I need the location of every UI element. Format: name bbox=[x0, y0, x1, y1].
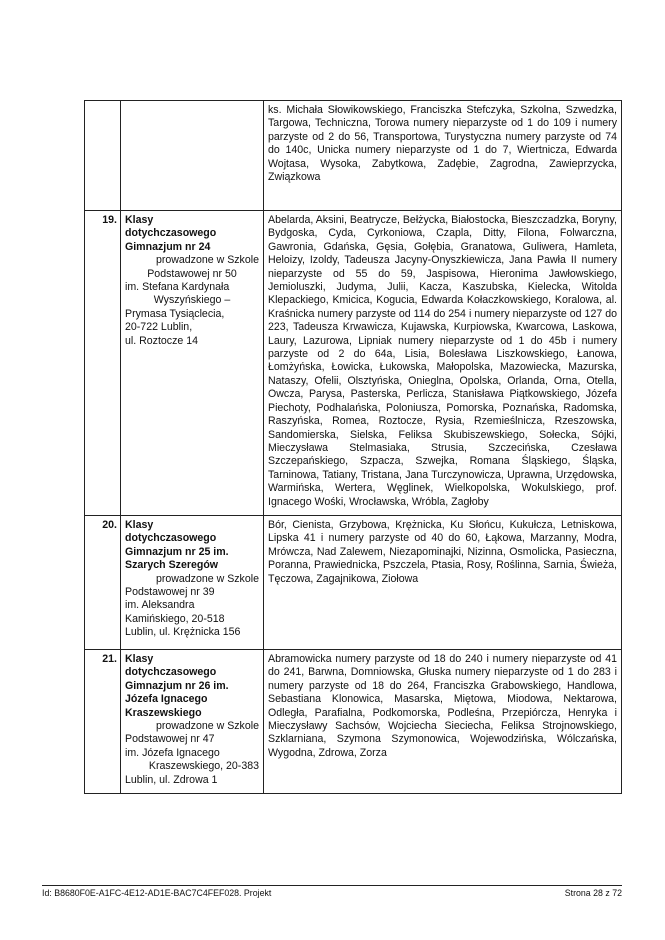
page-number: Strona 28 z 72 bbox=[564, 888, 622, 898]
row-number bbox=[85, 101, 121, 211]
school-title-line: dotychczasowego bbox=[125, 532, 217, 545]
row-number: 19. bbox=[85, 211, 121, 516]
school-detail-line: im. Stefana Kardynała bbox=[125, 281, 230, 294]
school-detail-line: Kraszewskiego, 20-383 bbox=[148, 760, 259, 773]
school-title-line: Klasy bbox=[125, 518, 154, 531]
streets-cell: ks. Michała Słowikowskiego, Franciszka Stefczyka, Szkolna, Szwedzka, Targowa, Techniczna, Torowa numery nieparzyste od 1 do 109 i numery parzyste od 2 do 56, Transportowa, Turystyczna numery parzyste od 74 do 140c, Unicka numery nieparzyste od 1 do 7, Wiertnicza, Edwarda Wojtasa, Wysoka, Zabytkowa, Zadębie, Zagrodna, Zawieprzycka, Związkowa bbox=[264, 101, 622, 211]
table-row bbox=[85, 649, 622, 793]
school-detail-line: prowadzone w Szkole bbox=[155, 719, 259, 732]
school-title-line: Szarych Szeregów bbox=[125, 559, 219, 572]
footer-divider bbox=[42, 885, 622, 886]
school-cell bbox=[121, 211, 264, 516]
school-detail-line: prowadzone w Szkole bbox=[155, 254, 259, 267]
school-detail-line: Wyszyńskiego – bbox=[153, 294, 231, 307]
row-number: 20. bbox=[85, 515, 121, 649]
school-cell bbox=[121, 649, 264, 793]
school-title-line: Gimnazjum nr 26 im. bbox=[125, 679, 229, 692]
school-title-line: Kraszewskiego bbox=[125, 706, 202, 719]
streets-cell: Bór, Cienista, Grzybowa, Krężnicka, Ku Słońcu, Kukułcza, Letniskowa, Lipska 41 i numery parzyste od 40 do 60, Łąkowa, Marzanny, Modra, Mrówcza, Nad Zalewem, Niezapominajki, Nizinna, Osmolicka, Pasieczna, Poranna, Prawiednicka, Pszczela, Ptasia, Rosy, Roślinna, Sarnia, Świeża, Tęczowa, Zagajnikowa, Ziołowa bbox=[264, 515, 622, 649]
school-detail-line: prowadzone w Szkole bbox=[155, 572, 259, 585]
table-row bbox=[85, 211, 622, 516]
school-detail-line: Podstawowej nr 39 bbox=[125, 585, 215, 598]
school-detail-line: Lublin, ul. Krężnicka 156 bbox=[125, 626, 241, 639]
document-id: Id: B8680F0E-A1FC-4E12-AD1E-BAC7C4FEF028. Projekt bbox=[42, 888, 272, 898]
streets-cell: Abramowicka numery parzyste od 18 do 240 i numery nieparzyste od 41 do 241, Barwna, Domniowska, Głuska numery nieparzyste od 1 do 283 i numery parzyste od 18 do 264, Franciszka Grabowskiego, Handlowa, Sebastiana Klonowica, Masarska, Miętowa, Miodowa, Nektarowa, Odległa, Parafialna, Podkomorska, Podleśna, Przepiórcza, Henryka i Mieczysławy Sachsów, Wojciecha Sieciecha, Feliksa Strojnowskiego, Szklarniana, Szymona Szymonowica, Wojewodzińska, Wólczańska, Wygodna, Zdrowa, Zorza bbox=[264, 649, 622, 793]
school-detail-line: Podstawowej nr 50 bbox=[147, 267, 237, 280]
school-title-line: Klasy bbox=[125, 214, 154, 226]
row-number: 21. bbox=[85, 649, 121, 793]
school-detail-line: im. Aleksandra bbox=[125, 599, 195, 612]
school-title-line: dotychczasowego bbox=[125, 666, 217, 679]
school-title-line: Klasy bbox=[125, 652, 154, 665]
school-cell bbox=[121, 515, 264, 649]
school-title-line: Józefa Ignacego bbox=[125, 693, 208, 706]
table-row bbox=[85, 101, 622, 211]
school-title-line: dotychczasowego bbox=[125, 227, 217, 240]
school-title-line: Gimnazjum nr 25 im. bbox=[125, 545, 229, 558]
school-cell bbox=[121, 101, 264, 211]
school-detail-line: Podstawowej nr 47 bbox=[125, 733, 215, 746]
streets-cell: Abelarda, Aksini, Beatrycze, Bełżycka, Białostocka, Bieszczadzka, Boryny, Bydgoska, Cyda, Cyrkoniowa, Czapla, Ditty, Filona, Folwarczna, Gawronia, Gdańska, Gęsia, Gołębia, Granatowa, Guliwera, Hamleta, Heloizy, Izoldy, Tadeusza Jacyny-Onyszkiewicza, Jana Pawła II numery nieparzyste od 55 do 59, Jaspisowa, Hieronima Jawłowskiego, Jemioluszki, Judyma, Julii, Kacza, Kaszubska, Kielecka, Witolda Klepackiego, Kmicica, Kogucia, Edwarda Kołaczkowskiego, Koralowa, al. Kraśnicka numery parzyste od 114 do 254 i numery nieparzyste od 127 do 223, Tadeusza Krwawicza, Kujawska, Kurpiowska, Kwarcowa, Laskowa, Laury, Lazurowa, Lipniak numery nieparzyste od 1 do 45b i numery parzyste od 2 do 64a, Lisia, Bolesława Liszkowskiego, Łanowa, Łomżyńska, Łowicka, Łukowska, Małopolska, Mazowiecka, Mazurska, Nataszy, Ofelii, Olsztyńska, Onieglna, Opolska, Orlanda, Orna, Otella, Owcza, Parysa, Pasterska, Perlicza, Stanisława Piątkowskiego, Józefa Piechoty, Podhalańska, Poloniusza, Pomorska, Poznańska, Radomska, Raszyńska, Romea, Roztocze, Rysia, Rzemieślnicza, Rzeszowska, Sandomierska, Sielska, Feliksa Skubiszewskiego, Sołecka, Sójki, Mieczysława Stelmasiaka, Strusia, Szczecińska, Czesława Szczepańskiego, Szpacza, Szwejka, Romana Śląskiego, Śląska, Tarninowa, Tatiany, Tristana, Jana Turczynowicza, Uprawna, Urzędowska, Warmińska, Wertera, Węglinek, Wielkopolska, Wokulskiego, prof. Ignacego Wośki, Wrocławska, Wróbla, Zagłoby bbox=[264, 211, 622, 516]
school-detail-line: ul. Roztocze 14 bbox=[125, 334, 199, 347]
table-row bbox=[85, 515, 622, 649]
school-detail-line: Lublin, ul. Zdrowa 1 bbox=[125, 773, 218, 786]
school-detail-line: im. Józefa Ignacego bbox=[125, 746, 220, 759]
school-detail-line: 20-722 Lublin, bbox=[125, 321, 193, 334]
school-detail-line: Prymasa Tysiąclecia, bbox=[125, 307, 225, 320]
school-title-line: Gimnazjum nr 24 bbox=[125, 240, 211, 253]
school-detail-line: Kamińskiego, 20-518 bbox=[125, 612, 225, 625]
school-districts-table bbox=[84, 100, 622, 794]
